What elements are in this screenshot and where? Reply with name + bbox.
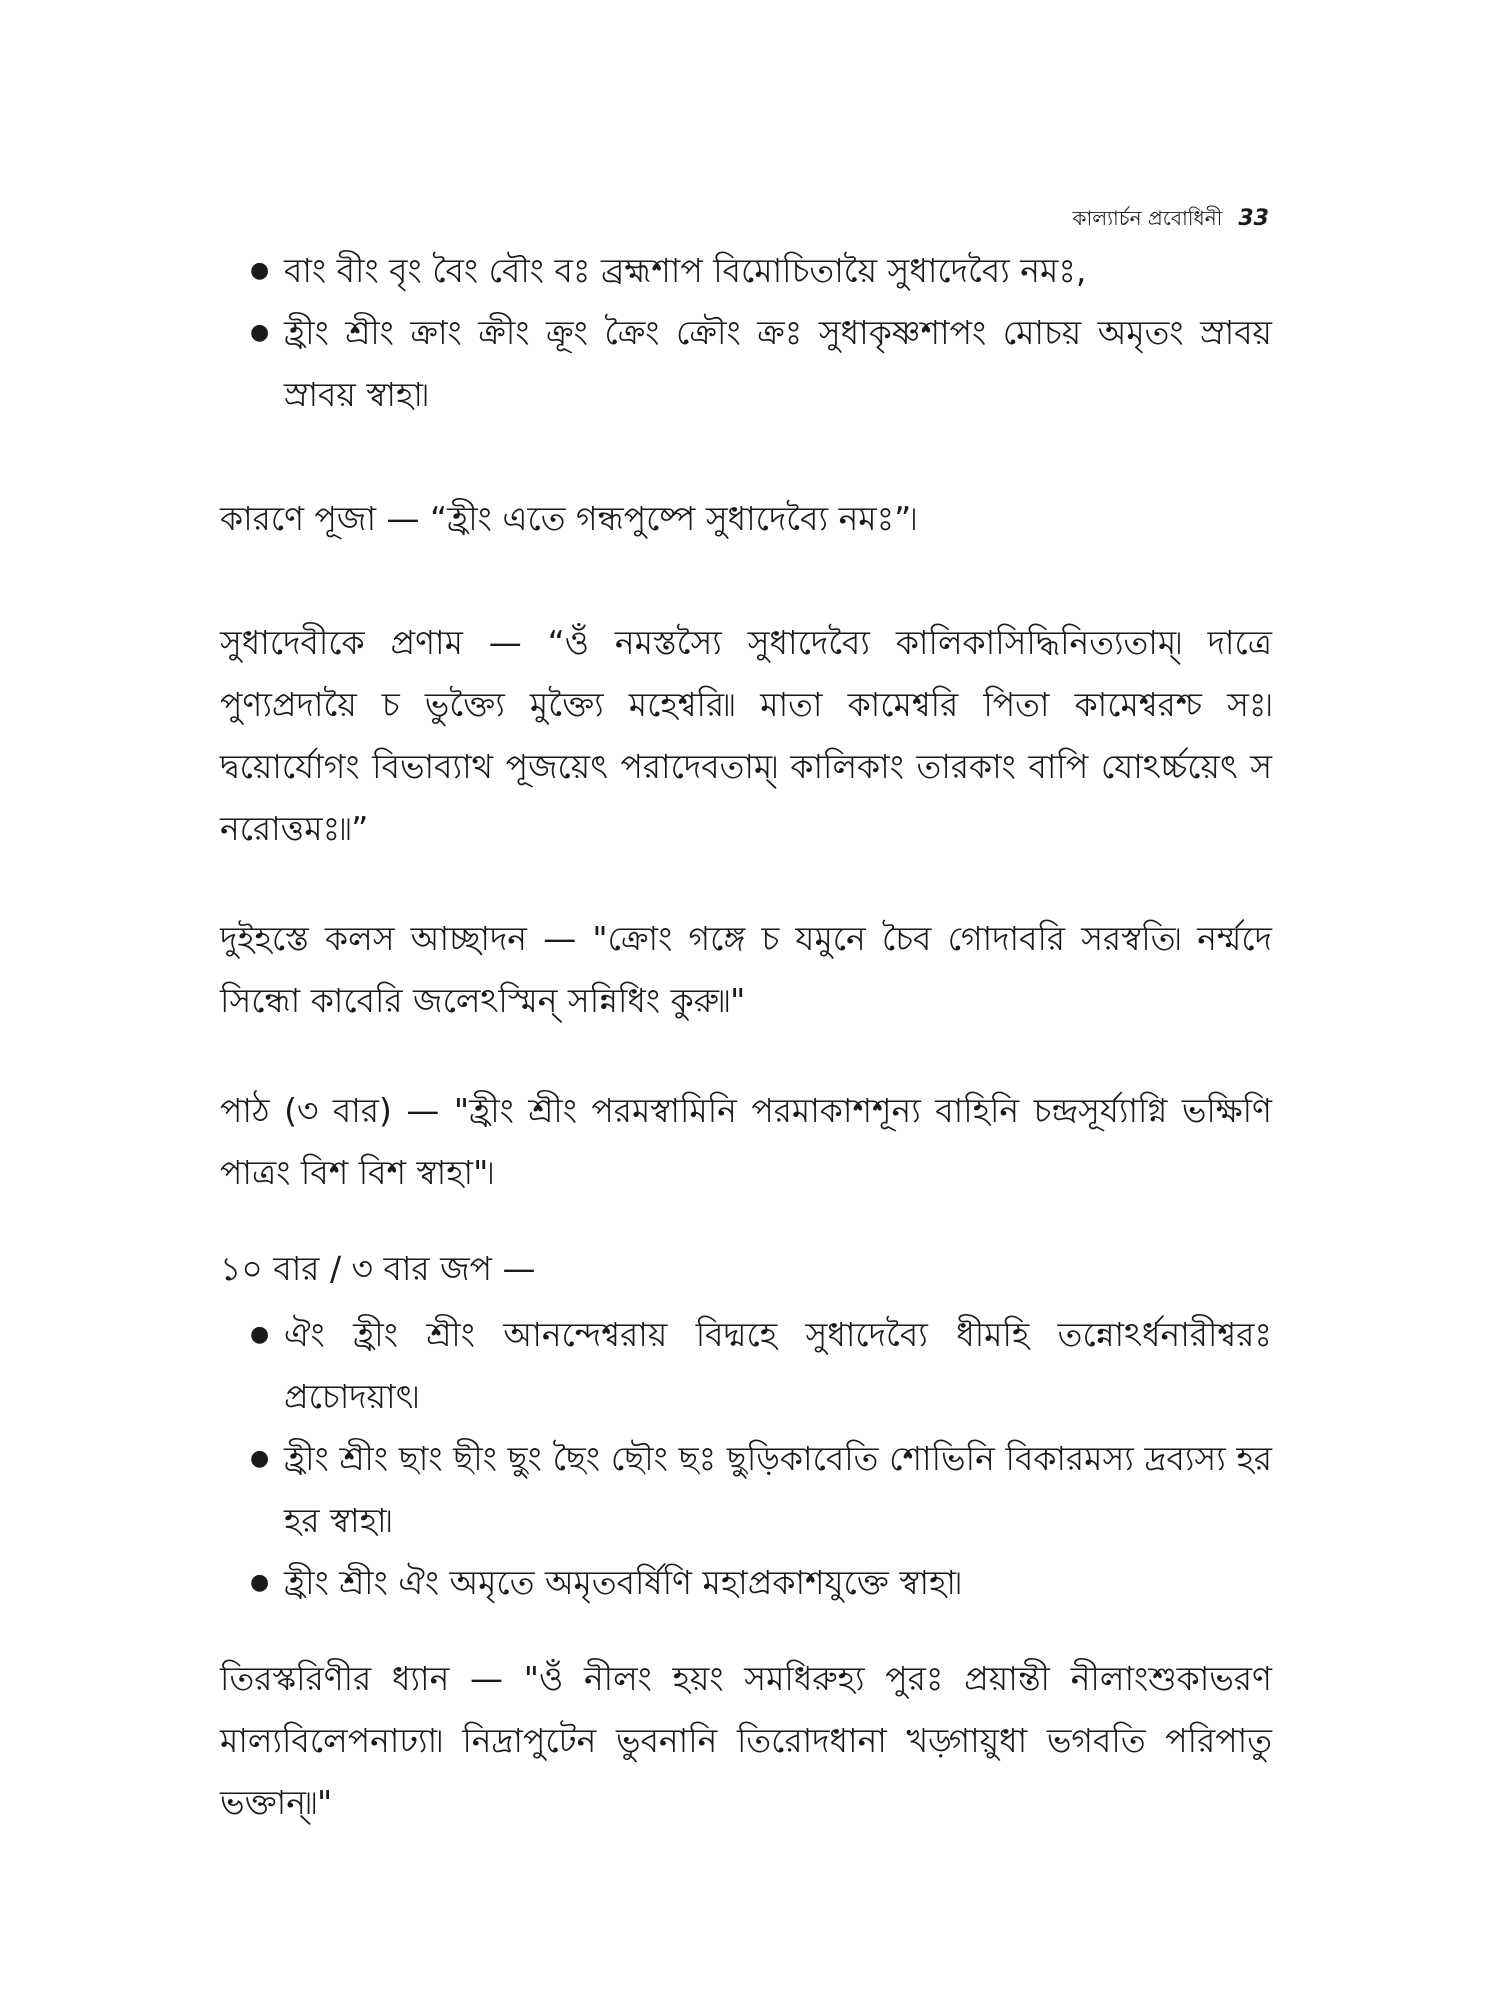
list-item: ● হ্রীং শ্রীং ছাং ছীং ছুং ছৈং ছৌং ছঃ ছুড়িকাবেতি শোভিনি বিকারমস্য দ্রব্যস্য হর হর স্বাহা৷ — [284, 1428, 1272, 1552]
kalas-acchadan-paragraph: দুইহস্তে কলস আচ্ছাদন — "ক্রোং গঙ্গে চ যমুনে চৈব গোদাবরি সরস্বতি৷ নর্ম্মদে সিন্ধো কাবেরি জলেঽস্মিন্ সন্নিধিং কুরু৷৷" — [220, 919, 1272, 1020]
path-paragraph: পাঠ (৩ বার) — "হ্রীং শ্রীং পরমস্বামিনি পরমাকাশশূন্য বাহিনি চন্দ্রসূর্য্যাগ্নি ভক্ষিণি পাত্রং বিশ বিশ স্বাহা"৷ — [220, 1091, 1272, 1192]
top-bullet-list — [220, 240, 1272, 426]
book-title: কাল্যার্চন প্রবোধিনী — [1072, 206, 1223, 230]
japa-heading: ১০ বার / ৩ বার জপ — — [220, 1249, 536, 1288]
page-number: 33 — [1238, 206, 1269, 231]
list-item: ● হ্রীং শ্রীং ঐং অমৃতে অমৃতবর্ষিণি মহাপ্রকাশযুক্তে স্বাহা৷ — [284, 1552, 1272, 1614]
running-header — [1073, 204, 1270, 237]
list-item: ● বাং বীং বৃং বৈং বৌং বঃ ব্রহ্মশাপ বিমোচিতায়ৈ সুধাদেব্যৈ নমঃ, — [284, 240, 1272, 302]
japa-bullet-list — [220, 1304, 1272, 1614]
sudhadevi-pranam-paragraph: সুধাদেবীকে প্রণাম — “ওঁ নমস্তস্যৈ সুধাদেব্যৈ কালিকাসিদ্ধিনিত্যতাম্৷ দাত্রে পুণ্যপ্রদায়ৈ চ ভুক্ত্যৈ মুক্ত্যৈ মহেশ্বরি৷৷ মাতা কামেশ্বরি পিতা কামেশ্বরশ্চ সঃ৷ দ্বয়োর্যোগং বিভাব্যাথ পূজয়েৎ পরাদেবতাম্৷ কালিকাং তারকাং বাপি যোঽর্চ্চয়েৎ স নরোত্তমঃ৷৷” — [220, 623, 1272, 848]
list-item: ● হ্রীং শ্রীং ক্রাং ক্রীং ক্রূং ক্রৈং ক্রৌং ক্রঃ সুধাকৃষ্ণশাপং মোচয় অমৃতং স্রাবয় স্রাবয় স্বাহা৷ — [284, 302, 1272, 426]
list-item: ● ঐং হ্রীং শ্রীং আনন্দেশ্বরায় বিদ্মহে সুধাদেব্যৈ ধীমহি তন্নোঽর্ধনারীশ্বরঃ প্রচোদয়াৎ৷ — [284, 1304, 1272, 1428]
page-content — [220, 240, 1272, 1834]
karane-puja-paragraph: কারণে পূজা — “হ্রীং এতে গন্ধপুষ্পে সুধাদেব্যৈ নমঃ”৷ — [220, 499, 917, 538]
tiraskarini-dhyan-paragraph: তিরস্করিণীর ধ্যান — "ওঁ নীলং হয়ং সমধিরুহ্য পুরঃ প্রয়ান্তী নীলাংশুকাভরণ মাল্যবিলেপনাঢ্যা৷ নিদ্রাপুটেন ভুবনানি তিরোদধানা খড়্গায়ুধা ভগবতি পরিপাতু ভক্তান্৷৷" — [220, 1659, 1272, 1822]
